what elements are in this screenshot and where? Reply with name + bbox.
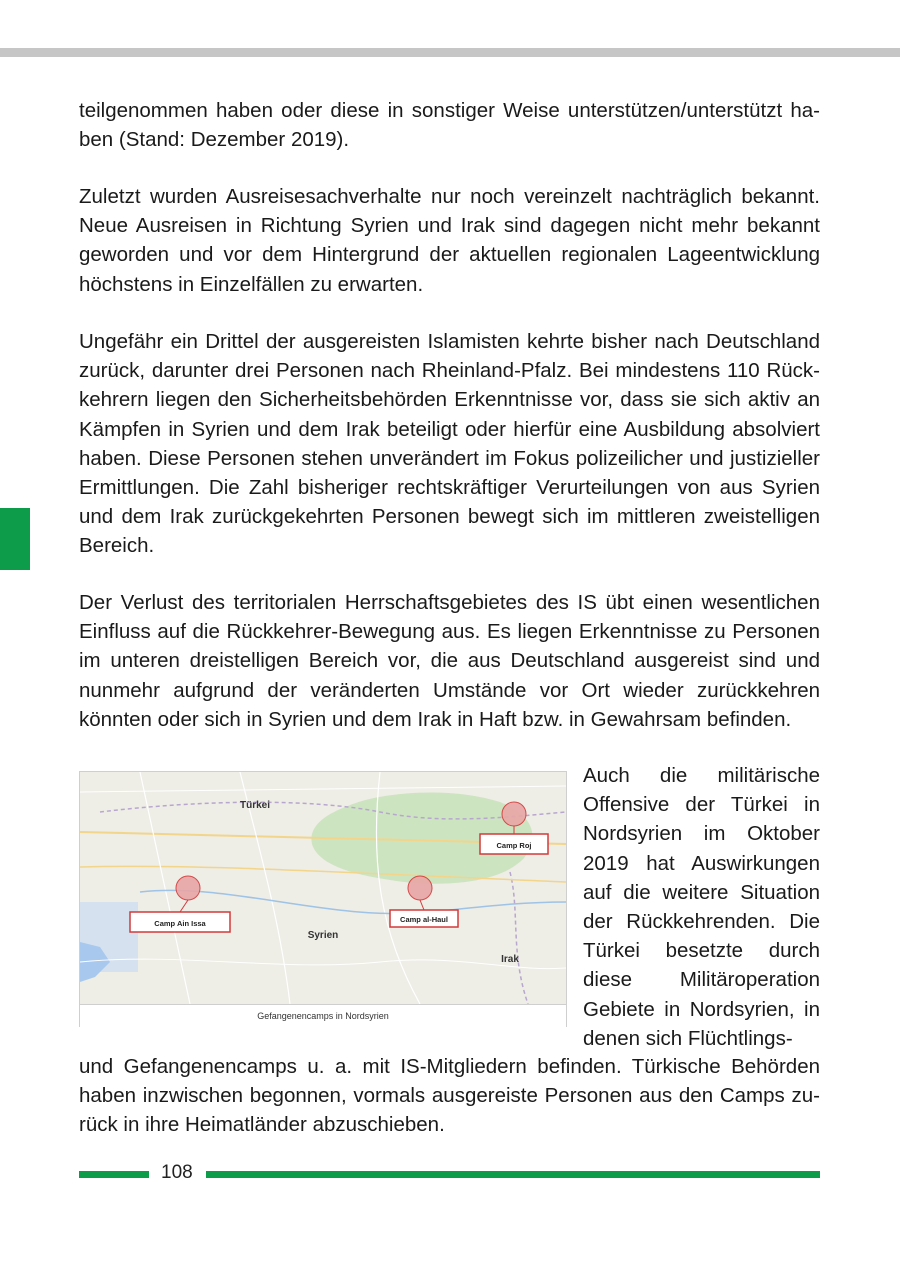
figure-caption: Gefangenencamps in Nordsyrien xyxy=(80,1004,566,1027)
camp-al-haul-label: Camp al-Haul xyxy=(400,915,448,924)
chapter-tab-marker xyxy=(0,508,30,570)
paragraph-5-tail-text: und Gefangenencamps u. a. mit IS-Mitgliedern befinden. Türkische Behörden haben inzwischen begonnen, vormals ausgereiste Personen aus den Camps zurück in ihre Heimatländer abzuschieben. xyxy=(79,1055,820,1137)
camp-al-haul-marker xyxy=(408,876,432,900)
wrapped-paragraph-tail xyxy=(79,1052,820,1140)
paragraph-4 xyxy=(79,588,820,734)
wrapped-paragraph-column xyxy=(583,761,820,1053)
paragraph-2-text: Zuletzt wurden Ausreisesachverhalte nur noch vereinzelt nachträglich bekannt. Neue Ausreisen in Richtung Syrien und Irak sind dagegen nicht mehr bekannt geworden und vor dem Hintergrund der aktuellen regionalen Lageentwicklung höchstens in Einzelfällen zu erwarten. xyxy=(79,185,820,296)
country-label-turkey: Türkei xyxy=(239,800,271,811)
paragraph-1 xyxy=(79,96,820,154)
header-rule xyxy=(0,48,900,57)
paragraph-3 xyxy=(79,327,820,561)
camp-ain-issa-label: Camp Ain Issa xyxy=(154,919,206,928)
paragraph-5-wrap-text: Auch die militärische Offensive der Türkei in Nordsyrien im Oktober 2019 hat Auswirkungen auf die weitere Situation der Rückkehrenden. Die Türkei besetzte durch diese Militäroperation Gebiete in Nordsyrien, in denen sich Flüchtlings- xyxy=(583,764,820,1050)
paragraph-3-text: Ungefähr ein Drittel der ausgereisten Islamisten kehrte bisher nach Deutschland zurück, darunter drei Personen nach Rheinland-Pfalz. Bei mindestens 110 Rückkehrern liegen den Sicherheitsbehörden Erkenntnisse vor, dass sie sich aktiv an Kämpfen in Syrien und dem Irak beteiligt oder hierfür eine Ausbildung absolviert haben. Diese Personen stehen unverändert im Fokus polizeilicher und justizieller Ermittlungen. Die Zahl bisheriger rechtskräftiger Verurteilungen von aus Syrien und dem Irak zurückgekehrten Personen bewegt sich im mittleren zweistelligen Bereich. xyxy=(79,330,820,558)
page-number: 108 xyxy=(161,1162,193,1183)
country-label-iraq: Irak xyxy=(501,954,519,965)
map-figure xyxy=(79,771,567,1027)
camp-roj-marker xyxy=(502,802,526,826)
footer-bar-left xyxy=(79,1171,149,1178)
camp-roj-label: Camp Roj xyxy=(496,841,532,850)
page-footer xyxy=(79,1160,820,1186)
paragraph-4-text: Der Verlust des territorialen Herrschaftsgebietes des IS übt einen wesentlichen Einfluss auf die Rückkehrer-Bewegung aus. Es liegen Erkenntnisse zu Personen im unteren dreistelligen Bereich vor, die aus Deutschland ausgereist sind und nunmehr aufgrund der veränderten Umstände vor Ort wieder zurückkehren könnten oder sich in Syrien und dem Irak in Haft bzw. in Gewahrsam befinden. xyxy=(79,591,820,731)
paragraph-2 xyxy=(79,182,820,299)
country-label-syria: Syrien xyxy=(307,930,339,941)
camp-ain-issa-marker xyxy=(176,876,200,900)
footer-bar-right xyxy=(206,1171,820,1178)
paragraph-1-text: teilgenommen haben oder diese in sonstiger Weise unterstützen/unterstützt haben (Stand: Dezember 2019). xyxy=(79,99,820,152)
map-image xyxy=(80,772,566,1004)
